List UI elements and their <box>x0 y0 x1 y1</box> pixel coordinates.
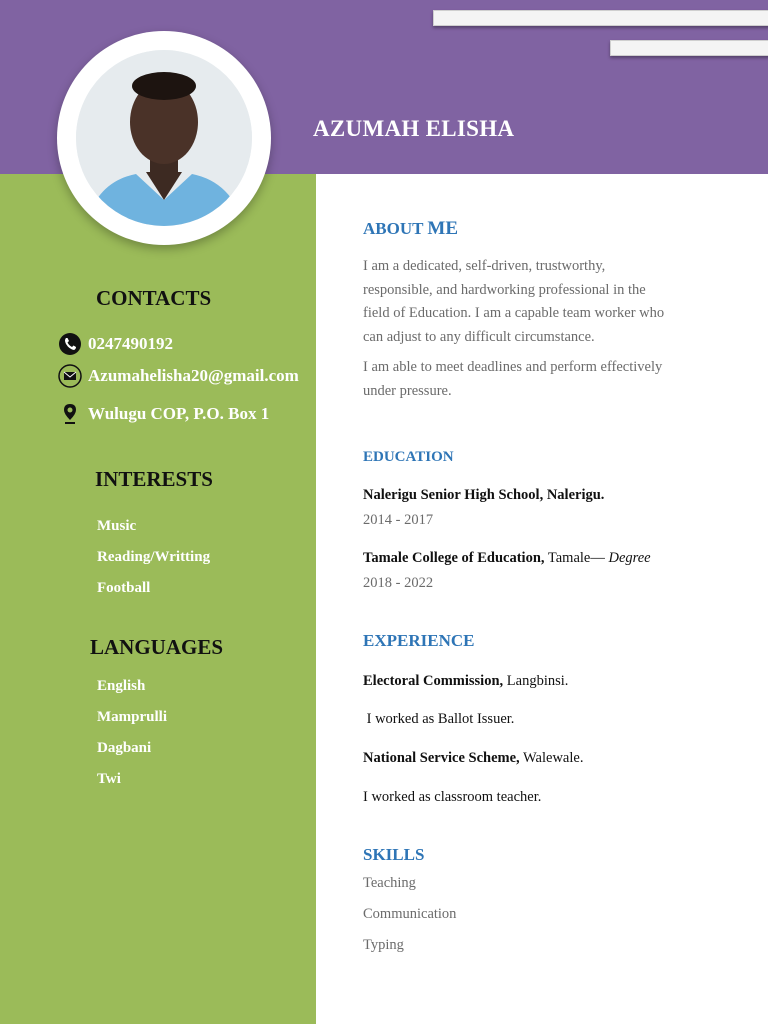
education-entry-years: 2018 - 2022 <box>363 575 434 591</box>
skill-item: Teaching <box>363 875 416 891</box>
contact-address <box>58 402 269 426</box>
interest-item: Reading/Writting <box>97 549 211 565</box>
education-entry-school: Nalerigu Senior High School, Nalerigu. <box>363 487 605 503</box>
about-paragraph-2: I am able to meet deadlines and perform effectively under pressure. <box>363 359 663 399</box>
address-text: Wulugu COP, P.O. Box 1 <box>88 404 270 423</box>
languages-list <box>97 676 167 800</box>
languages-heading: LANGUAGES <box>90 635 224 659</box>
contact-phone <box>58 332 173 356</box>
interests-list <box>97 516 210 609</box>
experience-entry-org: Electoral Commission, Langbinsi. <box>363 673 569 689</box>
mail-icon <box>58 364 82 388</box>
experience-heading: EXPERIENCE <box>363 631 475 650</box>
education-heading: EDUCATION <box>363 449 454 465</box>
education-entry-years: 2014 - 2017 <box>363 512 434 528</box>
about-paragraph-1: I am a dedicated, self-driven, trustworthy, responsible, and hardworking professional in the field of Education. I am a capable team worker who can adjust to any difficult circumstance. <box>363 258 665 345</box>
person-portrait-icon <box>76 50 252 226</box>
profile-photo <box>76 50 252 226</box>
experience-entry-org: National Service Scheme, Walewale. <box>363 750 584 766</box>
experience-entry-role: I worked as classroom teacher. <box>363 789 542 805</box>
contacts-heading: CONTACTS <box>96 286 212 310</box>
skills-heading: SKILLS <box>363 845 425 864</box>
education-entry-school: Tamale College of Education, Tamale— Degree <box>363 550 651 566</box>
language-item: Mamprulli <box>97 709 167 725</box>
experience-entry-role: I worked as Ballot Issuer. <box>363 711 515 727</box>
language-item: Twi <box>97 771 121 787</box>
interest-item: Football <box>97 580 151 596</box>
language-item: English <box>97 678 146 694</box>
about-heading: ABOUT ME <box>363 218 459 239</box>
location-pin-icon <box>58 402 82 426</box>
email-address[interactable]: Azumahelisha20@gmail.com <box>88 366 299 385</box>
phone-icon <box>58 332 82 356</box>
profile-photo-frame <box>57 31 271 245</box>
candidate-name: AZUMAH ELISHA <box>313 116 515 141</box>
decorative-bar <box>433 10 768 26</box>
skill-item: Communication <box>363 906 457 922</box>
interests-heading: INTERESTS <box>95 467 213 491</box>
contact-email <box>58 364 299 388</box>
phone-number[interactable]: 0247490192 <box>88 334 173 353</box>
interest-item: Music <box>97 518 137 534</box>
decorative-bar <box>610 40 768 56</box>
language-item: Dagbani <box>97 740 152 756</box>
skill-item: Typing <box>363 937 404 953</box>
